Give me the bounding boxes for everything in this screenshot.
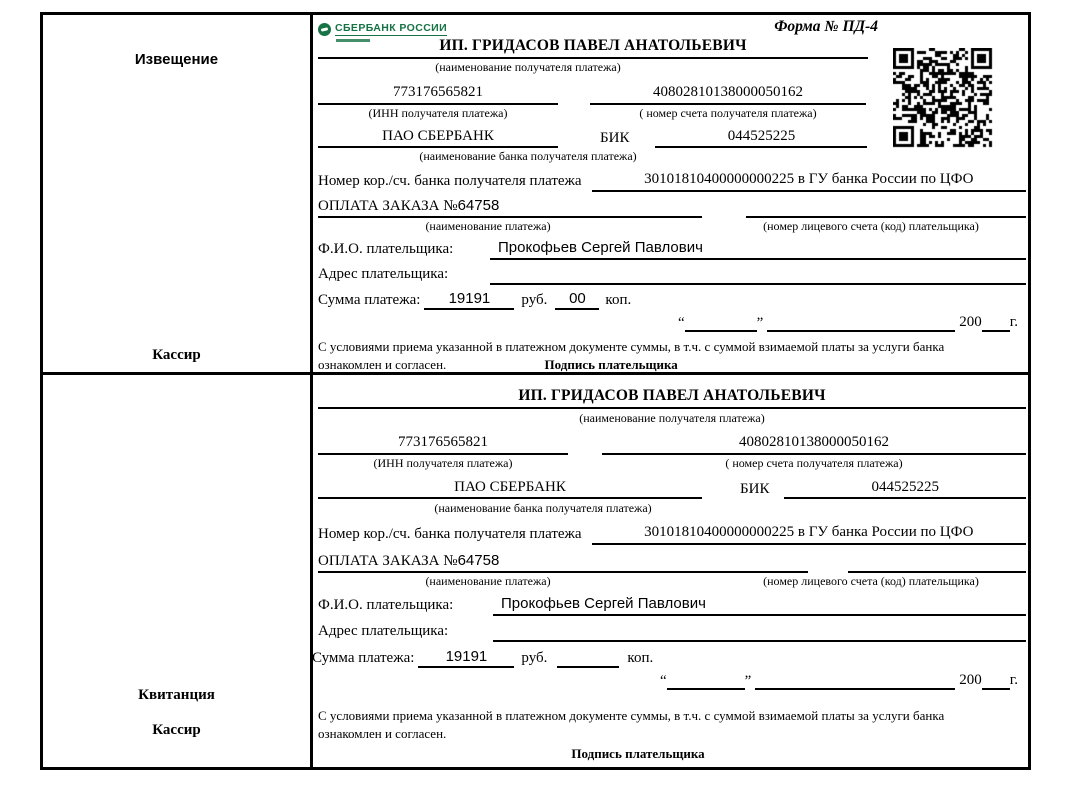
receipt-label-cell <box>43 375 310 767</box>
account-value: 40802810138000050162 <box>602 433 1026 455</box>
terms-line1: С условиями приема указанной в платежном документе суммы, в т.ч. с суммой взимаемой платы за услуги банка <box>318 339 945 354</box>
sberbank-logo-icon <box>318 23 331 36</box>
inn-value: 773176565821 <box>318 83 558 105</box>
cashier-label-bottom: Кассир <box>152 722 201 738</box>
terms-line2: ознакомлен и согласен. <box>318 356 447 372</box>
terms-line1: С условиями приема указанной в платежном документе суммы, в т.ч. с суммой взимаемой платы за услуги банка <box>318 708 945 723</box>
payer-signature-label: Подпись плательщика <box>571 746 705 762</box>
payer-address-blank <box>490 264 1026 285</box>
recipient-caption: (наименование получателя платежа) <box>579 411 765 425</box>
qr-code <box>893 48 993 148</box>
payment-name-label: ОПЛАТА ЗАКАЗА № <box>318 552 458 569</box>
sum-rub-value: 19191 <box>418 647 514 669</box>
date-year-blank <box>982 670 1010 690</box>
order-number: 64758 <box>457 551 500 569</box>
recipient-caption: (наименование получателя платежа) <box>435 60 621 74</box>
sum-rub-value: 19191 <box>424 289 514 311</box>
payment-caption: (наименование платежа) <box>425 219 551 233</box>
date-month-blank <box>755 670 955 690</box>
bank-caption: (наименование банка получателя платежа) <box>419 149 637 163</box>
sum-label: Сумма платежа: <box>312 649 415 666</box>
payer-name-label: Ф.И.О. плательщика: <box>318 597 454 613</box>
bank-name: ПАО СБЕРБАНК <box>318 478 702 500</box>
payment-name-field <box>318 196 702 219</box>
date-quote-open: “ <box>677 315 685 331</box>
payment-name-label: ОПЛАТА ЗАКАЗА № <box>318 197 458 214</box>
date-month-blank <box>767 312 955 332</box>
payment-caption: (наименование платежа) <box>425 574 551 588</box>
sberbank-logo-text: СБЕРБАНК РОССИИ <box>335 22 448 35</box>
date-day-blank <box>667 670 745 690</box>
date-year-blank <box>982 312 1010 332</box>
payer-name-value: Прокофьев Сергей Павлович <box>490 238 1026 260</box>
personal-account-blank <box>848 551 1026 573</box>
notice-form <box>318 15 1026 372</box>
personal-account-blank <box>746 196 1026 218</box>
receipt-form <box>312 375 1026 767</box>
terms-text <box>318 707 1010 742</box>
terms-text <box>318 338 1010 373</box>
personal-account-caption: (номер лицевого счета (код) плательщика) <box>763 574 979 588</box>
receipt-title: Квитанция <box>138 687 215 703</box>
account-caption: ( номер счета получателя платежа) <box>639 105 817 120</box>
inn-caption: (ИНН получателя платежа) <box>368 105 508 120</box>
corr-account-label: Номер кор./сч. банка получателя платежа <box>318 526 582 542</box>
corr-account-value: 30101810400000000225 в ГУ банка России по ЦФО <box>592 523 1026 545</box>
date-year-suffix: г. <box>1009 313 1018 330</box>
sberbank-logo-subtext-bar <box>336 39 370 42</box>
date-year-prefix: 200 <box>959 313 982 330</box>
rub-label: руб. <box>521 649 548 666</box>
kop-label: коп. <box>605 291 632 308</box>
kop-label: коп. <box>627 649 654 666</box>
payment-name-field <box>318 551 808 574</box>
corr-account-value: 30101810400000000225 в ГУ банка России по ЦФО <box>592 170 1026 192</box>
vertical-divider-bottom <box>310 375 313 767</box>
inn-caption: (ИНН получателя платежа) <box>373 455 513 470</box>
rub-label: руб. <box>521 291 548 308</box>
bik-value: 044525225 <box>655 127 867 149</box>
order-number: 64758 <box>457 196 500 214</box>
date-quote-open: “ <box>659 673 667 689</box>
payer-address-blank <box>493 621 1026 642</box>
notice-label-cell <box>43 15 310 372</box>
form-number: Форма № ПД-4 <box>774 18 878 35</box>
inn-value: 773176565821 <box>318 433 568 455</box>
sberbank-logo <box>318 23 447 36</box>
payer-address-label: Адрес плательщика: <box>318 266 449 282</box>
vertical-divider-top <box>310 15 313 372</box>
bank-caption: (наименование банка получателя платежа) <box>434 501 652 515</box>
date-year-suffix: г. <box>1009 671 1018 688</box>
terms-line2: ознакомлен и согласен. <box>318 725 447 741</box>
date-day-blank <box>685 312 757 332</box>
bik-label: БИК <box>740 480 770 497</box>
bik-value: 044525225 <box>784 478 1026 500</box>
cashier-label-top: Кассир <box>152 347 201 363</box>
payer-signature-label: Подпись плательщика <box>544 356 678 372</box>
sum-kop-value: 00 <box>555 289 599 311</box>
account-value: 40802810138000050162 <box>590 83 866 105</box>
sum-kop-value <box>557 647 619 668</box>
corr-account-label: Номер кор./сч. банка получателя платежа <box>318 173 582 189</box>
recipient-name: ИП. ГРИДАСОВ ПАВЕЛ АНАТОЛЬЕВИЧ <box>318 37 868 59</box>
date-year-prefix: 200 <box>959 671 982 688</box>
form-border <box>40 12 1031 770</box>
date-quote-close: ” <box>756 315 764 331</box>
notice-title: Извещение <box>134 51 219 68</box>
payer-name-label: Ф.И.О. плательщика: <box>318 241 454 257</box>
bank-name: ПАО СБЕРБАНК <box>318 127 558 149</box>
personal-account-caption: (номер лицевого счета (код) плательщика) <box>763 219 979 233</box>
account-caption: ( номер счета получателя платежа) <box>725 455 903 470</box>
payer-name-value: Прокофьев Сергей Павлович <box>493 594 1026 616</box>
recipient-name: ИП. ГРИДАСОВ ПАВЕЛ АНАТОЛЬЕВИЧ <box>318 387 1026 409</box>
date-quote-close: ” <box>744 673 752 689</box>
sum-label: Сумма платежа: <box>318 291 421 308</box>
payer-address-label: Адрес плательщика: <box>318 623 449 639</box>
bik-label: БИК <box>600 129 630 146</box>
